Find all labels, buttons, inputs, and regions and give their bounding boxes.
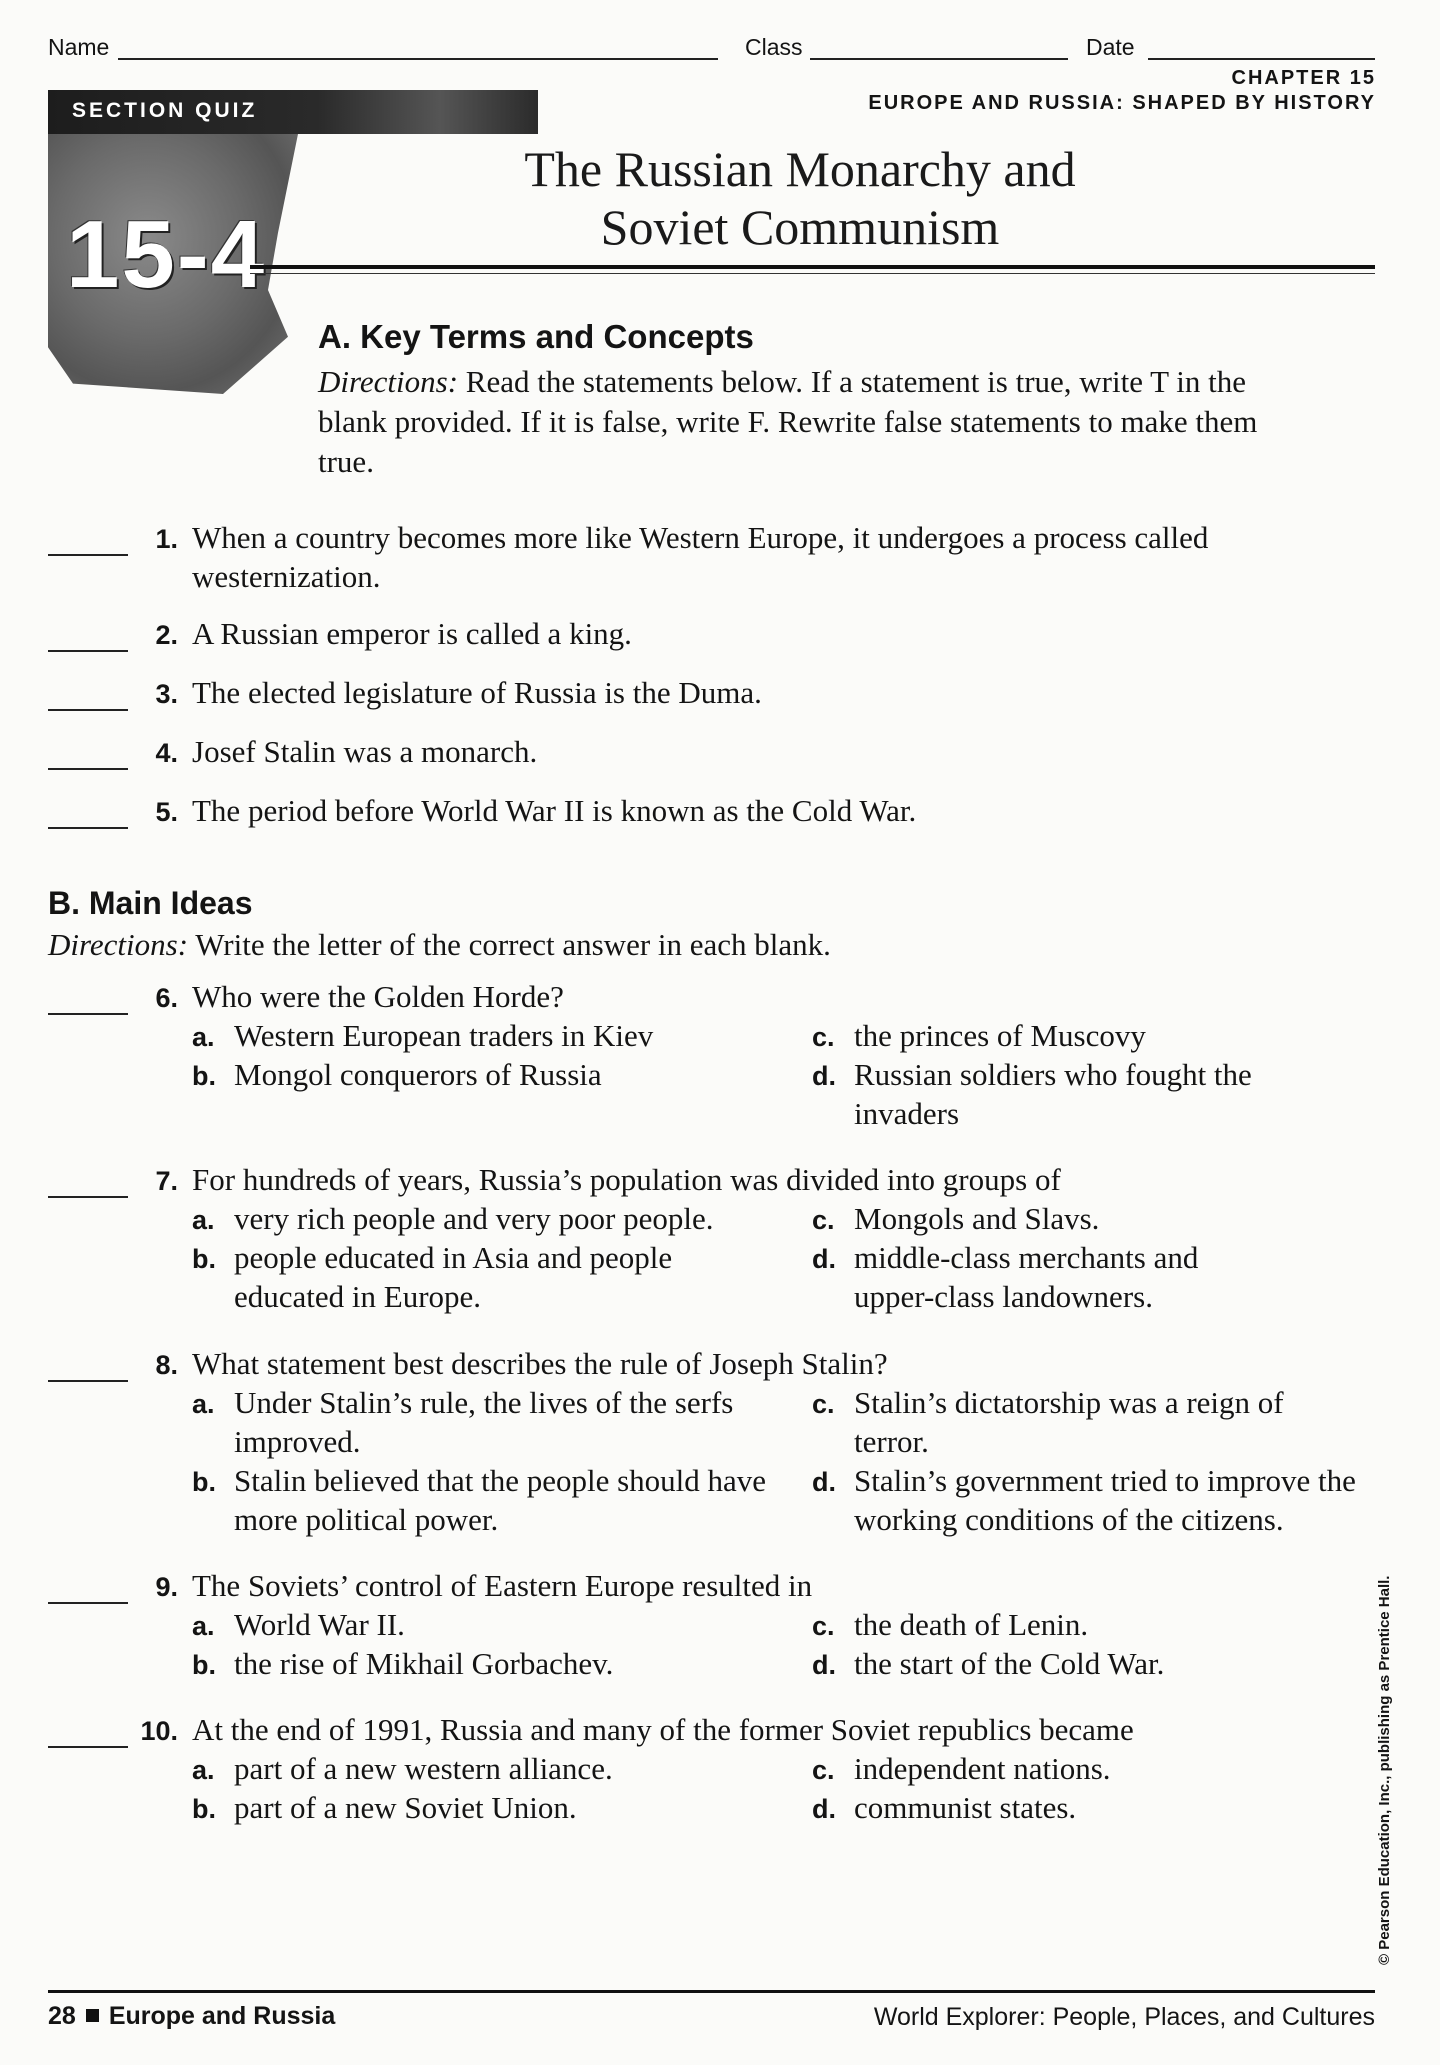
directions-label: Directions: — [48, 927, 189, 962]
book-section: Europe and Russia — [108, 2002, 336, 2030]
directions-text: Write the letter of the correct answer in each blank. — [195, 927, 831, 962]
item-number: 3. — [155, 679, 178, 709]
option-c: c. the death of Lenin. — [812, 1607, 1089, 1642]
answer-blank-8[interactable] — [48, 1380, 128, 1382]
question-stem: What statement best describes the rule of Joseph Stalin? — [192, 1346, 888, 1381]
directions-label: Directions: — [318, 364, 459, 399]
chapter-heading — [868, 66, 1376, 116]
option-c: c. Stalin’s dictatorship was a reign of terror. — [812, 1385, 1284, 1459]
section-b-heading: B. Main Ideas — [48, 885, 253, 921]
section-b-directions — [48, 925, 831, 965]
copyright-notice: © Pearson Education, Inc., publishing as Prentice Hall. — [1376, 1575, 1393, 1965]
option-d: d. the start of the Cold War. — [812, 1646, 1165, 1681]
question-stem: For hundreds of years, Russia’s population was divided into groups of — [192, 1162, 1061, 1197]
question-number: 9. — [155, 1572, 178, 1602]
option-d: d. Russian soldiers who fought the invaders — [812, 1057, 1252, 1131]
option-a: a. very rich people and very poor people. — [192, 1201, 714, 1236]
option-b: b. Mongol conquerors of Russia — [192, 1057, 602, 1092]
footer-divider — [48, 1990, 1375, 1993]
chapter-number: CHAPTER 15 — [1231, 67, 1376, 89]
answer-blank-6[interactable] — [48, 1013, 128, 1015]
section-a-heading: A. Key Terms and Concepts — [318, 318, 754, 355]
item-statement: The elected legislature of Russia is the Duma. — [192, 675, 762, 710]
answer-blank-4[interactable] — [48, 768, 128, 770]
option-a: a. part of a new western alliance. — [192, 1751, 613, 1786]
question-stem: At the end of 1991, Russia and many of the former Soviet republics became — [192, 1712, 1134, 1747]
answer-blank-3[interactable] — [48, 709, 128, 711]
class-field[interactable] — [810, 58, 1068, 60]
option-c: c. independent nations. — [812, 1751, 1111, 1786]
section-quiz-banner: SECTION QUIZ — [48, 90, 538, 134]
option-b: b. people educated in Asia and people educated in Europe. — [192, 1240, 673, 1314]
option-d: d. Stalin’s government tried to improve the working conditions of the citizens. — [812, 1463, 1356, 1537]
answer-blank-2[interactable] — [48, 650, 128, 652]
title-line-1: The Russian Monarchy and — [524, 141, 1076, 197]
date-field[interactable] — [1148, 58, 1375, 60]
item-statement: The period before World War II is known as the Cold War. — [192, 793, 917, 828]
item-number: 2. — [155, 620, 178, 650]
section-a-directions — [318, 362, 1318, 482]
item-number: 1. — [155, 524, 178, 554]
answer-blank-5[interactable] — [48, 827, 128, 829]
option-b: b. part of a new Soviet Union. — [192, 1790, 577, 1825]
question-stem: The Soviets’ control of Eastern Europe resulted in — [192, 1568, 813, 1603]
section-number: 15-4 — [66, 201, 267, 308]
title-line-2: Soviet Communism — [600, 199, 1000, 255]
page-title — [400, 140, 1200, 256]
answer-blank-7[interactable] — [48, 1196, 128, 1198]
answer-blank-10[interactable] — [48, 1746, 128, 1748]
date-label: Date — [1086, 34, 1135, 60]
chapter-subtitle: EUROPE AND RUSSIA: SHAPED BY HISTORY — [868, 92, 1376, 114]
question-stem: Who were the Golden Horde? — [192, 979, 564, 1014]
series-title: World Explorer: People, Places, and Cultures — [873, 2003, 1375, 2031]
item-number: 5. — [155, 797, 178, 827]
page-number: 28 — [48, 2002, 76, 2030]
title-divider — [250, 265, 1375, 269]
question-number: 7. — [155, 1166, 178, 1196]
footer-left — [48, 2002, 335, 2031]
class-label: Class — [745, 34, 803, 60]
option-a: a. Western European traders in Kiev — [192, 1018, 654, 1053]
option-b: b. the rise of Mikhail Gorbachev. — [192, 1646, 614, 1681]
option-c: c. Mongols and Slavs. — [812, 1201, 1100, 1236]
item-number: 4. — [155, 738, 178, 768]
option-d: d. communist states. — [812, 1790, 1077, 1825]
option-a: a. World War II. — [192, 1607, 405, 1642]
item-statement: Josef Stalin was a monarch. — [192, 734, 538, 769]
question-number: 8. — [155, 1350, 178, 1380]
name-label: Name — [48, 34, 110, 60]
question-number: 6. — [155, 983, 178, 1013]
item-statement: When a country becomes more like Western Europe, it undergoes a process called westernization. — [192, 520, 1209, 594]
question-number: 10. — [140, 1716, 178, 1746]
title-divider-thin — [250, 273, 1375, 274]
option-a: a. Under Stalin’s rule, the lives of the serfs improved. — [192, 1385, 734, 1459]
option-b: b. Stalin believed that the people should have more political power. — [192, 1463, 767, 1537]
item-statement: A Russian emperor is called a king. — [192, 616, 632, 651]
answer-blank-1[interactable] — [48, 554, 128, 556]
option-c: c. the princes of Muscovy — [812, 1018, 1146, 1053]
directions-text: Read the statements below. If a statement is true, write T in the blank provided. If it is false, write F. Rewrite false statements to make them true. — [318, 364, 1258, 479]
answer-blank-9[interactable] — [48, 1602, 128, 1604]
square-bullet-icon — [86, 2009, 99, 2022]
option-d: d. middle-class merchants and upper-class landowners. — [812, 1240, 1199, 1314]
name-field[interactable] — [118, 58, 718, 60]
